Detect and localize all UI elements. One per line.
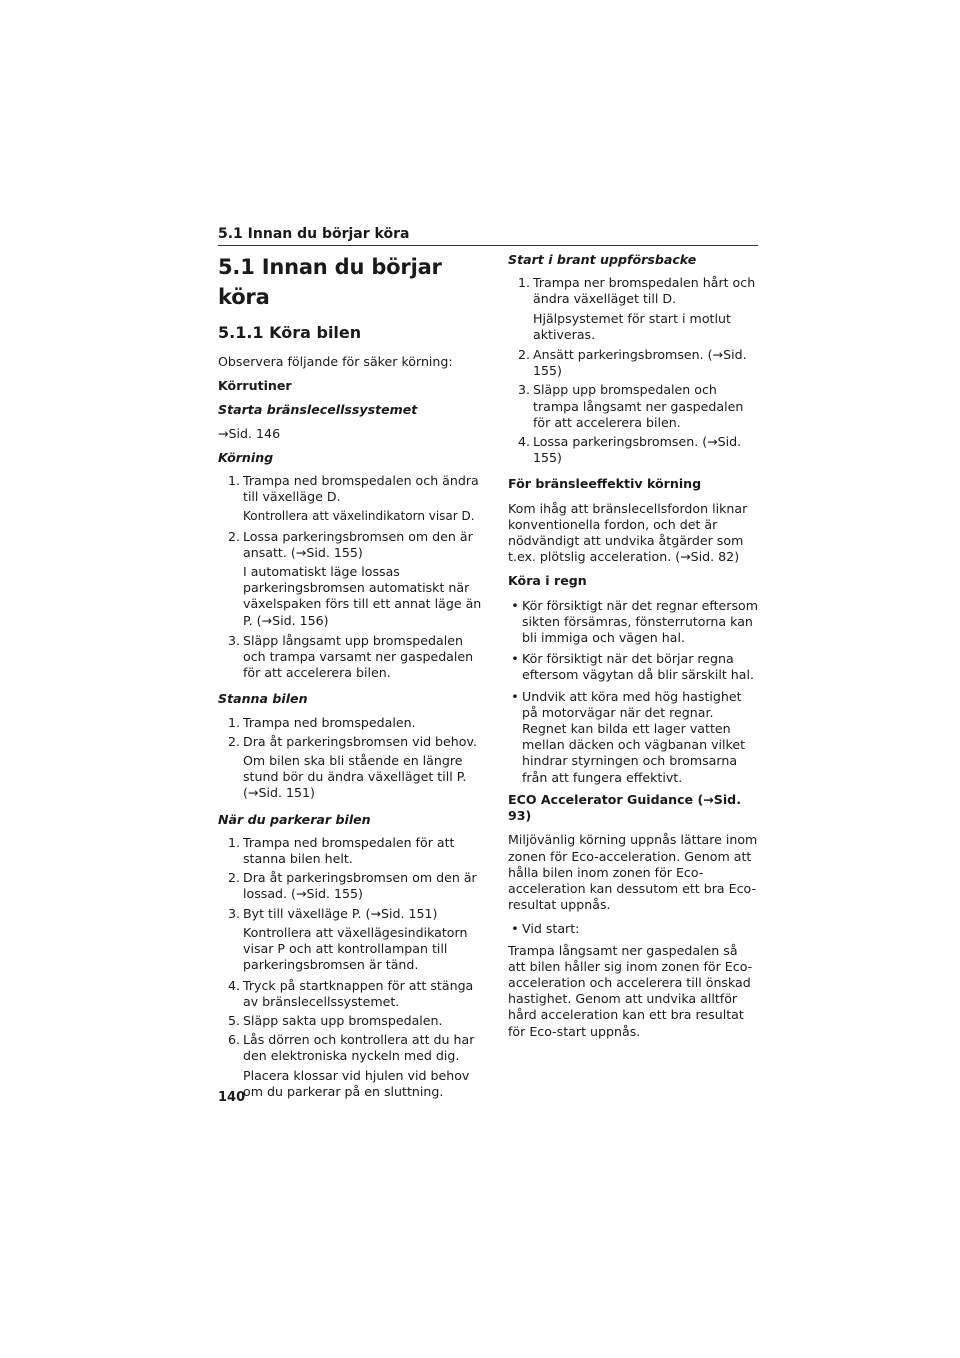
parkera-steps bbox=[218, 835, 482, 1100]
brant-heading: Start i brant uppförsbacke bbox=[508, 252, 697, 267]
parkera-heading: När du parkerar bilen bbox=[218, 811, 371, 827]
list-item: 2. Dra åt parkeringsbromsen om den är lossad. (→Sid. 155) bbox=[227, 870, 477, 902]
list-item: • Undvik att köra med hög hastighet på motorvägar när det regnar. Regnet kan bilda ett lager vatten mellan däcken och vägbanan vilket hindrar styrningen och bromsarna från att fungera effektivt. bbox=[511, 688, 746, 785]
list-item: • Kör försiktigt när det börjar regna eftersom vägytan då blir särskilt hal. bbox=[511, 651, 754, 683]
step-note: I automatiskt läge lossas parkeringsbromsen automatiskt när växelspaken förs till ett annat läge än P. (→Sid. 156) bbox=[243, 564, 482, 628]
list-item: • Vid start: bbox=[511, 921, 580, 937]
list-item: 5. Släpp sakta upp bromspedalen. bbox=[227, 1012, 443, 1028]
list-item: • Kör försiktigt när det regnar eftersom sikten försämras, fönsterrutorna kan bli immiga och vägen hal. bbox=[511, 597, 759, 646]
list-item: 2. Dra åt parkeringsbromsen vid behov. bbox=[227, 733, 477, 749]
running-header: 5.1 Innan du börjar köra bbox=[218, 224, 758, 246]
step-note: Kontrollera att växellägesindikatorn visar P och att kontrollampan till parkeringsbromsen är tänd. bbox=[243, 924, 468, 973]
step-note: Om bilen ska bli stående en längre stund bör du ändra växelläget till P. (→Sid. 151) bbox=[243, 753, 467, 801]
regn-bullets bbox=[508, 598, 758, 786]
list-item: 4. Tryck på startknappen för att stänga av bränslecellssystemet. bbox=[227, 977, 474, 1009]
list-item: 1. Trampa ner bromspedalen hårt och ändra växelläget till D. bbox=[517, 275, 756, 307]
eco-text-2: Trampa långsamt ner gaspedalen så att bilen håller sig inom zonen för Eco-acceleration och accelerera till önskad hastighet. Genom att undvika alltför hård acceleration kan ett bra resultat för Eco-start uppnås. bbox=[508, 942, 753, 1039]
right-column bbox=[508, 252, 758, 1048]
starta-heading: Starta bränslecellssystemet bbox=[218, 402, 418, 418]
list-item: 1. Trampa ned bromspedalen och ändra till växelläge D. bbox=[227, 473, 479, 505]
section-title: 5.1 Innan du börjar köra bbox=[218, 255, 442, 309]
list-item: 6. Lås dörren och kontrollera att du har den elektroniska nyckeln med dig. bbox=[227, 1032, 475, 1064]
starta-ref: →Sid. 146 bbox=[218, 425, 281, 441]
list-item: 3. Byt till växelläge P. (→Sid. 151) bbox=[227, 905, 438, 921]
eco-heading: ECO Accelerator Guidance (→Sid. 93) bbox=[508, 791, 741, 824]
korrutiner-heading: Körrutiner bbox=[218, 378, 292, 394]
page-number: 140 bbox=[218, 1090, 246, 1105]
list-item: 1. Trampa ned bromspedalen för att stanna bilen helt. bbox=[227, 834, 455, 867]
stanna-steps bbox=[218, 715, 482, 802]
list-item: 2. Lossa parkeringsbromsen om den är ansatt. (→Sid. 155) bbox=[227, 528, 473, 560]
brant-steps bbox=[508, 275, 758, 466]
eff-heading: För bränsleeffektiv körning bbox=[508, 476, 702, 492]
stanna-heading: Stanna bilen bbox=[218, 691, 308, 707]
step-note: Hjälpsystemet för start i motlut aktiveras. bbox=[533, 310, 731, 342]
list-item: 3. Släpp upp bromspedalen och trampa långsamt ner gaspedalen för att accelerera bilen. bbox=[517, 382, 744, 430]
subsection-title: 5.1.1 Köra bilen bbox=[218, 323, 362, 342]
eco-text: Miljövänlig körning uppnås lättare inom zonen för Eco-acceleration. Genom att hålla bilen inom zonen för Eco-acceleration kan dessutom ett bra Eco-resultat uppnås. bbox=[508, 832, 758, 913]
regn-heading: Köra i regn bbox=[508, 573, 587, 589]
step-note: Placera klossar vid hjulen vid behov om du parkerar på en sluttning. bbox=[243, 1067, 470, 1099]
left-column bbox=[218, 252, 482, 1110]
step-note: Kontrollera att växelindikatorn visar D. bbox=[243, 509, 475, 524]
list-item: 2. Ansätt parkeringsbromsen. (→Sid. 155) bbox=[517, 347, 747, 379]
intro-text: Observera följande för säker körning: bbox=[218, 354, 453, 369]
korning-steps bbox=[218, 473, 482, 681]
list-item: 1. Trampa ned bromspedalen. bbox=[227, 714, 416, 730]
eff-text: Kom ihåg att bränslecellsfordon liknar konventionella fordon, och det är nödvändigt att undvika åtgärder som t.ex. plötslig acceleration. (→Sid. 82) bbox=[508, 500, 748, 565]
list-item: 4. Lossa parkeringsbromsen. (→Sid. 155) bbox=[517, 434, 742, 466]
list-item: 3. Släpp långsamt upp bromspedalen och trampa varsamt ner gaspedalen för att accelerera bilen. bbox=[227, 632, 474, 681]
korning-heading: Körning bbox=[218, 449, 274, 465]
